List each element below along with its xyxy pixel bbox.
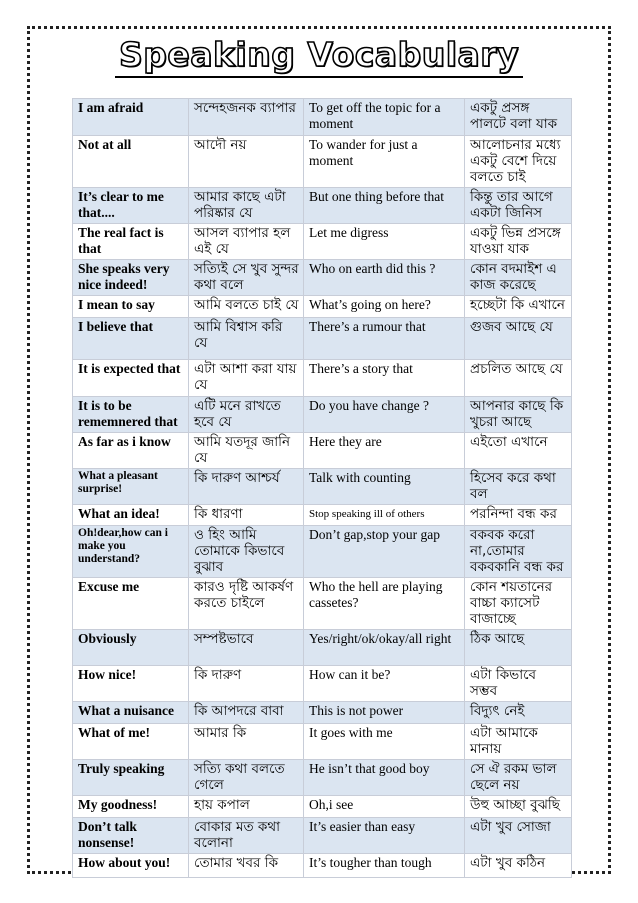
bengali-meaning: এটা আশা করা যায় যে — [189, 360, 304, 397]
english-expression: As far as i know — [73, 433, 189, 469]
table-row — [73, 666, 572, 702]
english-expression: What of me! — [73, 724, 189, 760]
table-row — [73, 854, 572, 878]
bengali-phrase-meaning: বকবক করো না,তোমার বকবকানি বন্ধ কর — [465, 526, 572, 578]
bengali-meaning: আমার কাছে এটা পরিষ্কার যে — [189, 188, 304, 224]
english-expression: What a pleasant surprise! — [73, 469, 189, 505]
english-phrase: Oh,i see — [304, 796, 465, 818]
english-expression: I am afraid — [73, 99, 189, 136]
bengali-meaning: সন্দেহজনক ব্যাপার — [189, 99, 304, 136]
english-expression: Truly speaking — [73, 760, 189, 796]
bengali-meaning: আসল ব্যাপার হল এই যে — [189, 224, 304, 260]
english-expression: It is to be rememnered that — [73, 397, 189, 433]
english-expression: What a nuisance — [73, 702, 189, 724]
english-expression: Oh!dear,how can i make you understand? — [73, 526, 189, 578]
english-expression: The real fact is that — [73, 224, 189, 260]
english-expression: How nice! — [73, 666, 189, 702]
english-phrase: There’s a rumour that — [304, 318, 465, 360]
table-row — [73, 630, 572, 666]
english-phrase: Yes/right/ok/okay/all right — [304, 630, 465, 666]
english-phrase: To get off the topic for a moment — [304, 99, 465, 136]
table-row — [73, 818, 572, 854]
english-expression: Not at all — [73, 136, 189, 188]
table-row — [73, 796, 572, 818]
bengali-phrase-meaning: একটু প্রসঙ্গ পালটে বলা যাক — [465, 99, 572, 136]
bengali-meaning: আমার কি — [189, 724, 304, 760]
english-phrase: Talk with counting — [304, 469, 465, 505]
table-row — [73, 724, 572, 760]
bengali-phrase-meaning: এটা আমাকে মানায় — [465, 724, 572, 760]
vocabulary-table-body — [73, 99, 572, 878]
bengali-phrase-meaning: আলোচনার মধ্যে একটু বেশে দিয়ে বলতে চাই — [465, 136, 572, 188]
english-expression: My goodness! — [73, 796, 189, 818]
bengali-meaning: কি দারুণ আশ্চর্য — [189, 469, 304, 505]
table-row — [73, 578, 572, 630]
english-phrase: There’s a story that — [304, 360, 465, 397]
bengali-phrase-meaning: কোন বদমাইশ এ কাজ করেছে — [465, 260, 572, 296]
english-phrase: Stop speaking ill of others — [304, 505, 465, 526]
bengali-phrase-meaning: এটা খুব কঠিন — [465, 854, 572, 878]
bengali-meaning: এটি মনে রাখতে হবে যে — [189, 397, 304, 433]
english-expression: She speaks very nice indeed! — [73, 260, 189, 296]
bengali-meaning: কি ধারণা — [189, 505, 304, 526]
english-phrase: Let me digress — [304, 224, 465, 260]
table-row — [73, 360, 572, 397]
bengali-meaning: সম্পষ্টভাবে — [189, 630, 304, 666]
bengali-phrase-meaning: বিদ্যুৎ নেই — [465, 702, 572, 724]
bengali-phrase-meaning: একটু ভিন্ন প্রসঙ্গে যাওয়া যাক — [465, 224, 572, 260]
bengali-phrase-meaning: গুজব আছে যে — [465, 318, 572, 360]
bengali-meaning: আমি বিশ্বাস করি যে — [189, 318, 304, 360]
bengali-phrase-meaning: উহু আচ্ছা বুঝছি — [465, 796, 572, 818]
english-phrase: But one thing before that — [304, 188, 465, 224]
bengali-meaning: ও হিং আমি তোমাকে কিভাবে বুঝাব — [189, 526, 304, 578]
table-row — [73, 433, 572, 469]
english-phrase: What’s going on here? — [304, 296, 465, 318]
english-expression: Excuse me — [73, 578, 189, 630]
english-phrase: It’s tougher than tough — [304, 854, 465, 878]
english-phrase: Don’t gap,stop your gap — [304, 526, 465, 578]
bengali-meaning: হায় কপাল — [189, 796, 304, 818]
bengali-meaning: আমি যতদূর জানি যে — [189, 433, 304, 469]
table-row — [73, 526, 572, 578]
table-row — [73, 136, 572, 188]
vocabulary-table — [72, 98, 572, 878]
bengali-meaning: আমি বলতে চাই যে — [189, 296, 304, 318]
bengali-meaning: কারও দৃষ্টি আকর্ষণ করতে চাইলে — [189, 578, 304, 630]
table-row — [73, 99, 572, 136]
english-phrase: Who on earth did this ? — [304, 260, 465, 296]
table-row — [73, 296, 572, 318]
bengali-meaning: আদৌ নয় — [189, 136, 304, 188]
table-row — [73, 702, 572, 724]
table-row — [73, 505, 572, 526]
bengali-phrase-meaning: হিসেব করে কথা বল — [465, 469, 572, 505]
english-phrase: He isn’t that good boy — [304, 760, 465, 796]
english-expression: It is expected that — [73, 360, 189, 397]
english-expression: Don’t talk nonsense! — [73, 818, 189, 854]
bengali-phrase-meaning: এইতো এখানে — [465, 433, 572, 469]
english-phrase: It’s easier than easy — [304, 818, 465, 854]
english-phrase: Who the hell are playing cassetes? — [304, 578, 465, 630]
english-expression: It’s clear to me that.... — [73, 188, 189, 224]
english-phrase: How can it be? — [304, 666, 465, 702]
bengali-phrase-meaning: ঠিক আছে — [465, 630, 572, 666]
english-expression: I mean to say — [73, 296, 189, 318]
english-phrase: It goes with me — [304, 724, 465, 760]
bengali-meaning: কি দারুণ — [189, 666, 304, 702]
table-row — [73, 469, 572, 505]
english-expression: Obviously — [73, 630, 189, 666]
english-phrase: Do you have change ? — [304, 397, 465, 433]
english-phrase: This is not power — [304, 702, 465, 724]
table-row — [73, 397, 572, 433]
table-row — [73, 260, 572, 296]
english-phrase: Here they are — [304, 433, 465, 469]
bengali-phrase-meaning: সে ঐ রকম ভাল ছেলে নয় — [465, 760, 572, 796]
bengali-phrase-meaning: এটা খুব সোজা — [465, 818, 572, 854]
bengali-meaning: কি আপদরে বাবা — [189, 702, 304, 724]
table-row — [73, 188, 572, 224]
bengali-phrase-meaning: এটা কিভাবে সম্ভব — [465, 666, 572, 702]
english-expression: How about you! — [73, 854, 189, 878]
bengali-meaning: সত্যিই সে খুব সুন্দর কথা বলে — [189, 260, 304, 296]
title-wrap — [0, 36, 638, 78]
bengali-meaning: তোমার খবর কি — [189, 854, 304, 878]
bengali-phrase-meaning: আপনার কাছে কি খুচরা আছে — [465, 397, 572, 433]
bengali-phrase-meaning: কিন্তু তার আগে একটা জিনিস — [465, 188, 572, 224]
bengali-phrase-meaning: কোন শয়তানের বাচ্চা ক্যাসেট বাজাচ্ছে — [465, 578, 572, 630]
bengali-phrase-meaning: প্রচলিত আছে যে — [465, 360, 572, 397]
english-phrase: To wander for just a moment — [304, 136, 465, 188]
table-row — [73, 318, 572, 360]
table-row — [73, 224, 572, 260]
bengali-meaning: বোকার মত কথা বলোনা — [189, 818, 304, 854]
bengali-phrase-meaning: হচ্ছেটা কি এখানে — [465, 296, 572, 318]
table-row — [73, 760, 572, 796]
english-expression: What an idea! — [73, 505, 189, 526]
page-title: Speaking Vocabulary — [115, 36, 523, 78]
english-expression: I believe that — [73, 318, 189, 360]
bengali-meaning: সত্যি কথা বলতে গেলে — [189, 760, 304, 796]
bengali-phrase-meaning: পরনিন্দা বন্ধ কর — [465, 505, 572, 526]
